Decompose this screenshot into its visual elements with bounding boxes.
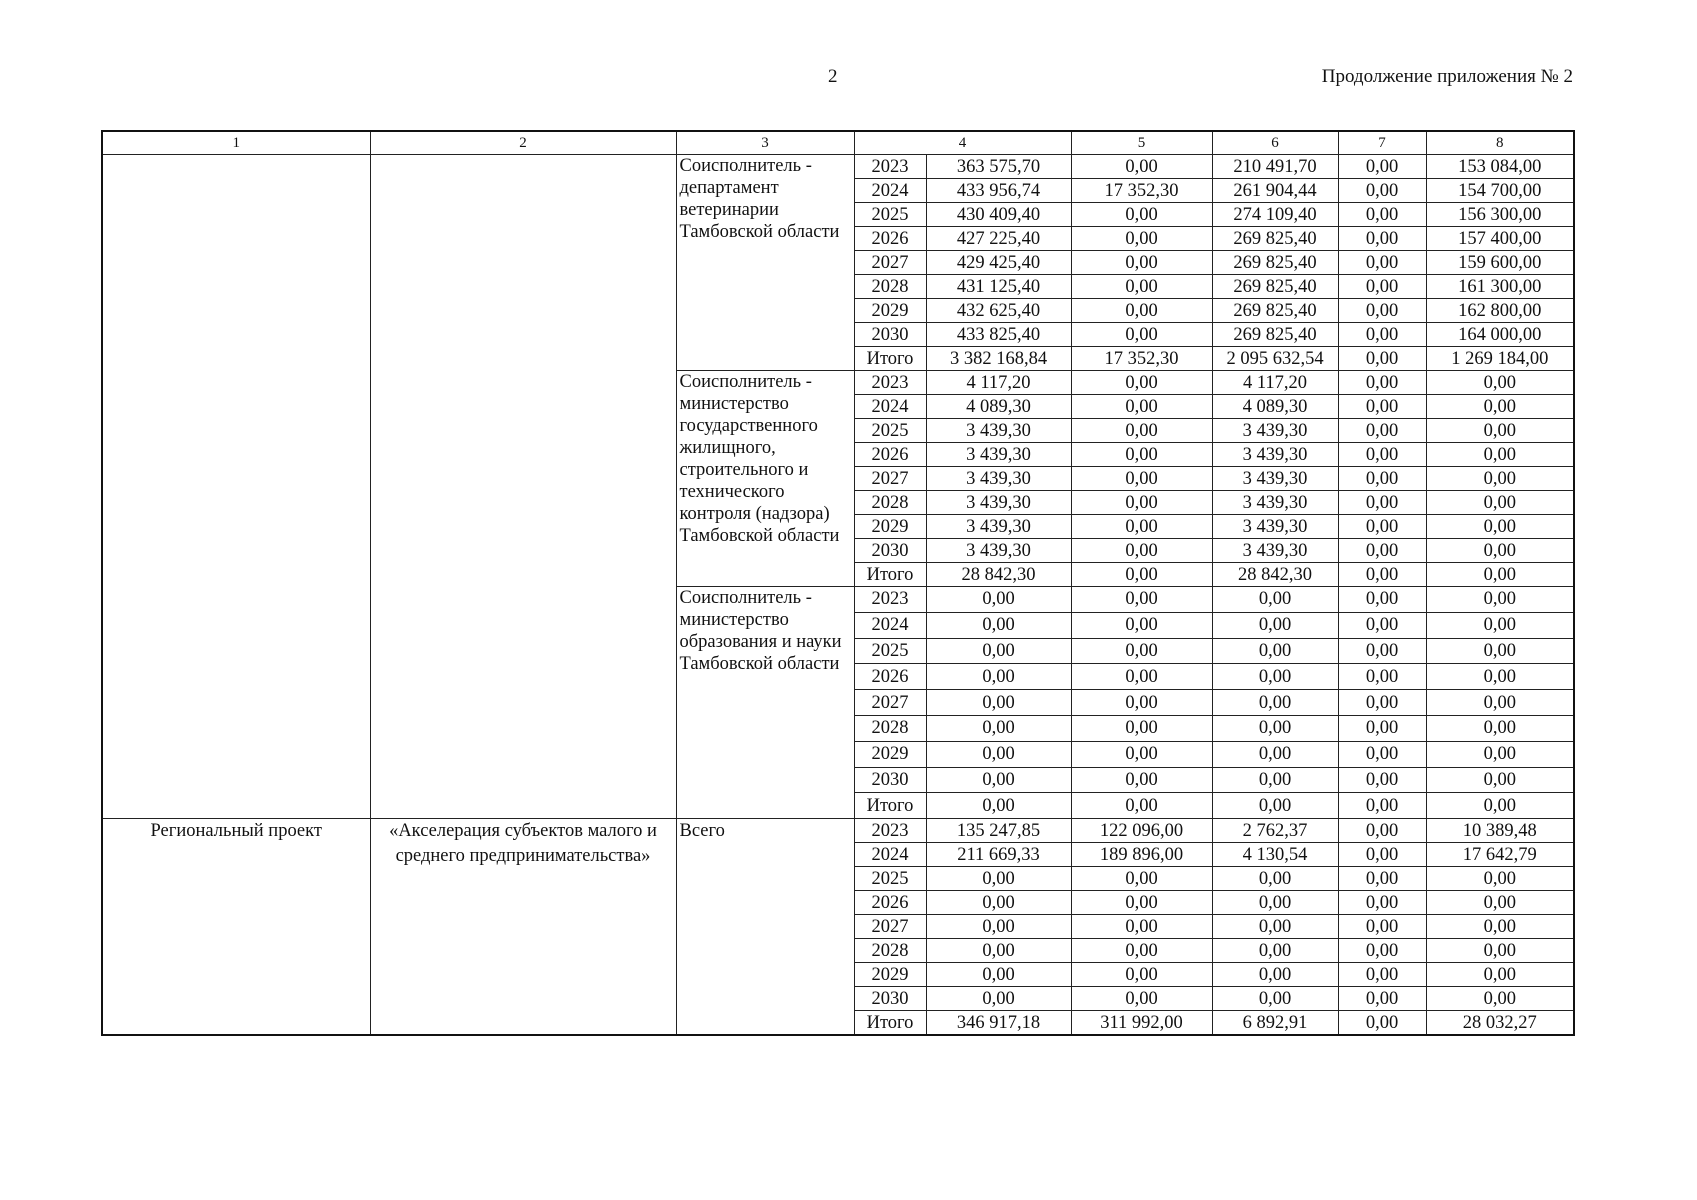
value-cell: 0,00	[1071, 491, 1212, 515]
value-cell: 3 439,30	[926, 467, 1071, 491]
year-cell: 2023	[854, 819, 926, 843]
value-cell: 0,00	[1071, 939, 1212, 963]
appendix-caption: Продолжение приложения № 2	[1321, 66, 1573, 87]
value-cell: 0,00	[1338, 491, 1426, 515]
section-type-cell: Региональный проект	[102, 819, 370, 1036]
year-cell: 2023	[854, 155, 926, 179]
value-cell: 0,00	[1426, 715, 1574, 741]
value-cell: 261 904,44	[1212, 179, 1338, 203]
value-cell: 0,00	[1338, 323, 1426, 347]
value-cell: 0,00	[1071, 563, 1212, 587]
value-cell: 269 825,40	[1212, 275, 1338, 299]
value-cell: 0,00	[926, 741, 1071, 767]
value-cell: 0,00	[1338, 819, 1426, 843]
value-cell: 3 439,30	[1212, 443, 1338, 467]
value-cell: 0,00	[1212, 767, 1338, 793]
value-cell: 0,00	[1071, 443, 1212, 467]
value-cell: 0,00	[1071, 915, 1212, 939]
value-cell: 0,00	[1338, 443, 1426, 467]
executor-cell: Соисполнитель - департамент ветеринарии Тамбовской области	[676, 155, 854, 371]
header-row	[102, 131, 1574, 155]
value-cell: 0,00	[1338, 371, 1426, 395]
year-cell: 2028	[854, 939, 926, 963]
value-cell: 3 439,30	[1212, 491, 1338, 515]
value-cell: 0,00	[1338, 395, 1426, 419]
value-cell: 0,00	[1338, 741, 1426, 767]
value-cell: 269 825,40	[1212, 323, 1338, 347]
value-cell: 269 825,40	[1212, 251, 1338, 275]
value-cell: 0,00	[1426, 767, 1574, 793]
value-cell: 0,00	[1338, 939, 1426, 963]
value-cell: 3 439,30	[926, 515, 1071, 539]
value-cell: 17 352,30	[1071, 347, 1212, 371]
value-cell: 0,00	[1426, 587, 1574, 613]
value-cell: 0,00	[1071, 395, 1212, 419]
value-cell: 0,00	[1338, 843, 1426, 867]
year-cell: 2027	[854, 251, 926, 275]
value-cell: 189 896,00	[1071, 843, 1212, 867]
year-cell: 2026	[854, 664, 926, 690]
value-cell: 0,00	[1338, 638, 1426, 664]
value-cell: 4 089,30	[1212, 395, 1338, 419]
year-cell: 2029	[854, 515, 926, 539]
value-cell: 153 084,00	[1426, 155, 1574, 179]
value-cell: 0,00	[1071, 963, 1212, 987]
value-cell: 0,00	[1338, 587, 1426, 613]
value-cell: 0,00	[1338, 690, 1426, 716]
column-header-7: 7	[1338, 131, 1426, 155]
value-cell: 0,00	[1338, 767, 1426, 793]
value-cell: 0,00	[1426, 915, 1574, 939]
value-cell: 363 575,70	[926, 155, 1071, 179]
value-cell: 0,00	[926, 612, 1071, 638]
section-name-cell: «Акселерация субъектов малого и среднего предпринимательства»	[370, 819, 676, 1036]
value-cell: 0,00	[1338, 419, 1426, 443]
value-cell: 0,00	[1212, 915, 1338, 939]
value-cell: 157 400,00	[1426, 227, 1574, 251]
value-cell: 0,00	[926, 587, 1071, 613]
value-cell: 0,00	[1212, 664, 1338, 690]
value-cell: 3 439,30	[926, 443, 1071, 467]
year-cell: 2023	[854, 371, 926, 395]
value-cell: 0,00	[1212, 741, 1338, 767]
value-cell: 0,00	[926, 638, 1071, 664]
column-header-3: 3	[676, 131, 854, 155]
value-cell: 0,00	[1426, 491, 1574, 515]
value-cell: 3 382 168,84	[926, 347, 1071, 371]
value-cell: 0,00	[1338, 155, 1426, 179]
value-cell: 0,00	[1071, 323, 1212, 347]
table-row	[102, 819, 1574, 843]
value-cell: 164 000,00	[1426, 323, 1574, 347]
value-cell: 0,00	[1338, 347, 1426, 371]
value-cell: 274 109,40	[1212, 203, 1338, 227]
value-cell: 0,00	[1212, 939, 1338, 963]
value-cell: 3 439,30	[926, 539, 1071, 563]
value-cell: 28 842,30	[926, 563, 1071, 587]
value-cell: 0,00	[1071, 793, 1212, 819]
executor-cell: Соисполнитель - министерство государственного жилищного, строительного и технического контроля (надзора) Тамбовской области	[676, 371, 854, 587]
value-cell: 0,00	[1426, 638, 1574, 664]
year-cell: Итого	[854, 563, 926, 587]
year-cell: 2030	[854, 539, 926, 563]
value-cell: 0,00	[926, 891, 1071, 915]
value-cell: 0,00	[1338, 915, 1426, 939]
value-cell: 0,00	[1071, 515, 1212, 539]
value-cell: 0,00	[1426, 395, 1574, 419]
year-cell: 2029	[854, 963, 926, 987]
value-cell: 0,00	[1071, 371, 1212, 395]
year-cell: 2024	[854, 843, 926, 867]
value-cell: 0,00	[1338, 203, 1426, 227]
year-cell: 2027	[854, 915, 926, 939]
value-cell: 0,00	[1212, 715, 1338, 741]
value-cell: 0,00	[926, 963, 1071, 987]
value-cell: 0,00	[1338, 867, 1426, 891]
value-cell: 346 917,18	[926, 1011, 1071, 1036]
value-cell: 0,00	[926, 867, 1071, 891]
value-cell: 0,00	[1426, 539, 1574, 563]
year-cell: 2028	[854, 715, 926, 741]
value-cell: 430 409,40	[926, 203, 1071, 227]
value-cell: 0,00	[1426, 793, 1574, 819]
value-cell: 10 389,48	[1426, 819, 1574, 843]
value-cell: 311 992,00	[1071, 1011, 1212, 1036]
value-cell: 0,00	[1212, 793, 1338, 819]
value-cell: 162 800,00	[1426, 299, 1574, 323]
value-cell: 0,00	[1426, 371, 1574, 395]
value-cell: 0,00	[1212, 987, 1338, 1011]
value-cell: 211 669,33	[926, 843, 1071, 867]
column-header-6: 6	[1212, 131, 1338, 155]
value-cell: 4 117,20	[1212, 371, 1338, 395]
value-cell: 3 439,30	[1212, 539, 1338, 563]
value-cell: 0,00	[926, 767, 1071, 793]
value-cell: 0,00	[1071, 612, 1212, 638]
value-cell: 0,00	[926, 915, 1071, 939]
value-cell: 122 096,00	[1071, 819, 1212, 843]
value-cell: 0,00	[1212, 891, 1338, 915]
budget-table	[101, 130, 1575, 1036]
value-cell: 0,00	[1338, 467, 1426, 491]
value-cell: 0,00	[1338, 612, 1426, 638]
value-cell: 0,00	[1338, 1011, 1426, 1036]
value-cell: 0,00	[1426, 987, 1574, 1011]
year-cell: 2030	[854, 767, 926, 793]
value-cell: 269 825,40	[1212, 299, 1338, 323]
value-cell: 0,00	[926, 939, 1071, 963]
value-cell: 0,00	[1071, 867, 1212, 891]
value-cell: 0,00	[1338, 515, 1426, 539]
value-cell: 0,00	[1426, 891, 1574, 915]
value-cell: 161 300,00	[1426, 275, 1574, 299]
value-cell: 0,00	[1071, 891, 1212, 915]
value-cell: 433 956,74	[926, 179, 1071, 203]
value-cell: 0,00	[1071, 587, 1212, 613]
value-cell: 0,00	[926, 664, 1071, 690]
value-cell: 0,00	[926, 715, 1071, 741]
value-cell: 0,00	[1338, 299, 1426, 323]
value-cell: 3 439,30	[926, 491, 1071, 515]
page-number: 2	[828, 66, 838, 87]
value-cell: 0,00	[1071, 987, 1212, 1011]
value-cell: 0,00	[926, 793, 1071, 819]
year-cell: 2026	[854, 443, 926, 467]
value-cell: 0,00	[1338, 539, 1426, 563]
year-cell: Итого	[854, 793, 926, 819]
year-cell: 2024	[854, 612, 926, 638]
value-cell: 0,00	[1426, 563, 1574, 587]
value-cell: 154 700,00	[1426, 179, 1574, 203]
section-type-cell	[102, 155, 370, 819]
value-cell: 0,00	[1071, 203, 1212, 227]
value-cell: 3 439,30	[1212, 467, 1338, 491]
column-header-1: 1	[102, 131, 370, 155]
year-cell: 2027	[854, 690, 926, 716]
section-name-cell	[370, 155, 676, 819]
value-cell: 0,00	[1338, 179, 1426, 203]
value-cell: 0,00	[1071, 419, 1212, 443]
value-cell: 0,00	[1071, 715, 1212, 741]
value-cell: 0,00	[1426, 443, 1574, 467]
value-cell: 1 269 184,00	[1426, 347, 1574, 371]
executor-cell: Всего	[676, 819, 854, 1036]
value-cell: 3 439,30	[1212, 515, 1338, 539]
value-cell: 0,00	[1426, 419, 1574, 443]
value-cell: 0,00	[1338, 275, 1426, 299]
value-cell: 432 625,40	[926, 299, 1071, 323]
year-cell: Итого	[854, 1011, 926, 1036]
executor-cell: Соисполнитель - министерство образования и науки Тамбовской области	[676, 587, 854, 819]
year-cell: 2029	[854, 741, 926, 767]
value-cell: 0,00	[1212, 867, 1338, 891]
value-cell: 2 095 632,54	[1212, 347, 1338, 371]
value-cell: 0,00	[1338, 891, 1426, 915]
value-cell: 6 892,91	[1212, 1011, 1338, 1036]
year-cell: 2025	[854, 419, 926, 443]
value-cell: 0,00	[1071, 299, 1212, 323]
year-cell: 2026	[854, 891, 926, 915]
value-cell: 0,00	[1338, 251, 1426, 275]
value-cell: 0,00	[1071, 155, 1212, 179]
value-cell: 0,00	[1212, 963, 1338, 987]
value-cell: 0,00	[1426, 612, 1574, 638]
value-cell: 3 439,30	[1212, 419, 1338, 443]
value-cell: 433 825,40	[926, 323, 1071, 347]
value-cell: 0,00	[1071, 690, 1212, 716]
value-cell: 0,00	[1426, 963, 1574, 987]
value-cell: 0,00	[1338, 793, 1426, 819]
year-cell: 2025	[854, 203, 926, 227]
value-cell: 210 491,70	[1212, 155, 1338, 179]
value-cell: 159 600,00	[1426, 251, 1574, 275]
value-cell: 0,00	[926, 690, 1071, 716]
column-header-4: 4	[854, 131, 1071, 155]
year-cell: 2024	[854, 179, 926, 203]
value-cell: 431 125,40	[926, 275, 1071, 299]
year-cell: 2028	[854, 275, 926, 299]
year-cell: 2025	[854, 638, 926, 664]
value-cell: 0,00	[1071, 539, 1212, 563]
year-cell: 2023	[854, 587, 926, 613]
value-cell: 0,00	[1212, 587, 1338, 613]
value-cell: 0,00	[1212, 638, 1338, 664]
year-cell: 2024	[854, 395, 926, 419]
value-cell: 0,00	[1071, 467, 1212, 491]
value-cell: 0,00	[1426, 664, 1574, 690]
year-cell: 2030	[854, 987, 926, 1011]
value-cell: 0,00	[1426, 515, 1574, 539]
value-cell: 0,00	[1426, 690, 1574, 716]
value-cell: 0,00	[1071, 638, 1212, 664]
year-cell: 2025	[854, 867, 926, 891]
value-cell: 0,00	[1426, 467, 1574, 491]
value-cell: 0,00	[1338, 715, 1426, 741]
value-cell: 0,00	[1071, 227, 1212, 251]
value-cell: 269 825,40	[1212, 227, 1338, 251]
value-cell: 0,00	[926, 987, 1071, 1011]
value-cell: 0,00	[1338, 963, 1426, 987]
value-cell: 0,00	[1338, 227, 1426, 251]
year-cell: 2028	[854, 491, 926, 515]
year-cell: 2030	[854, 323, 926, 347]
column-header-2: 2	[370, 131, 676, 155]
value-cell: 0,00	[1071, 767, 1212, 793]
value-cell: 0,00	[1338, 563, 1426, 587]
value-cell: 156 300,00	[1426, 203, 1574, 227]
value-cell: 0,00	[1212, 612, 1338, 638]
year-cell: Итого	[854, 347, 926, 371]
value-cell: 0,00	[1071, 664, 1212, 690]
value-cell: 0,00	[1338, 987, 1426, 1011]
value-cell: 0,00	[1426, 939, 1574, 963]
value-cell: 0,00	[1426, 867, 1574, 891]
year-cell: 2026	[854, 227, 926, 251]
value-cell: 0,00	[1071, 251, 1212, 275]
value-cell: 0,00	[1426, 741, 1574, 767]
value-cell: 4 117,20	[926, 371, 1071, 395]
table-body	[102, 131, 1574, 1035]
value-cell: 0,00	[1071, 741, 1212, 767]
value-cell: 17 352,30	[1071, 179, 1212, 203]
value-cell: 3 439,30	[926, 419, 1071, 443]
column-header-5: 5	[1071, 131, 1212, 155]
value-cell: 0,00	[1338, 664, 1426, 690]
column-header-8: 8	[1426, 131, 1574, 155]
value-cell: 28 842,30	[1212, 563, 1338, 587]
value-cell: 427 225,40	[926, 227, 1071, 251]
value-cell: 0,00	[1212, 690, 1338, 716]
value-cell: 135 247,85	[926, 819, 1071, 843]
value-cell: 429 425,40	[926, 251, 1071, 275]
value-cell: 2 762,37	[1212, 819, 1338, 843]
table-row	[102, 155, 1574, 179]
year-cell: 2029	[854, 299, 926, 323]
value-cell: 28 032,27	[1426, 1011, 1574, 1036]
value-cell: 4 130,54	[1212, 843, 1338, 867]
value-cell: 0,00	[1071, 275, 1212, 299]
value-cell: 17 642,79	[1426, 843, 1574, 867]
value-cell: 4 089,30	[926, 395, 1071, 419]
year-cell: 2027	[854, 467, 926, 491]
